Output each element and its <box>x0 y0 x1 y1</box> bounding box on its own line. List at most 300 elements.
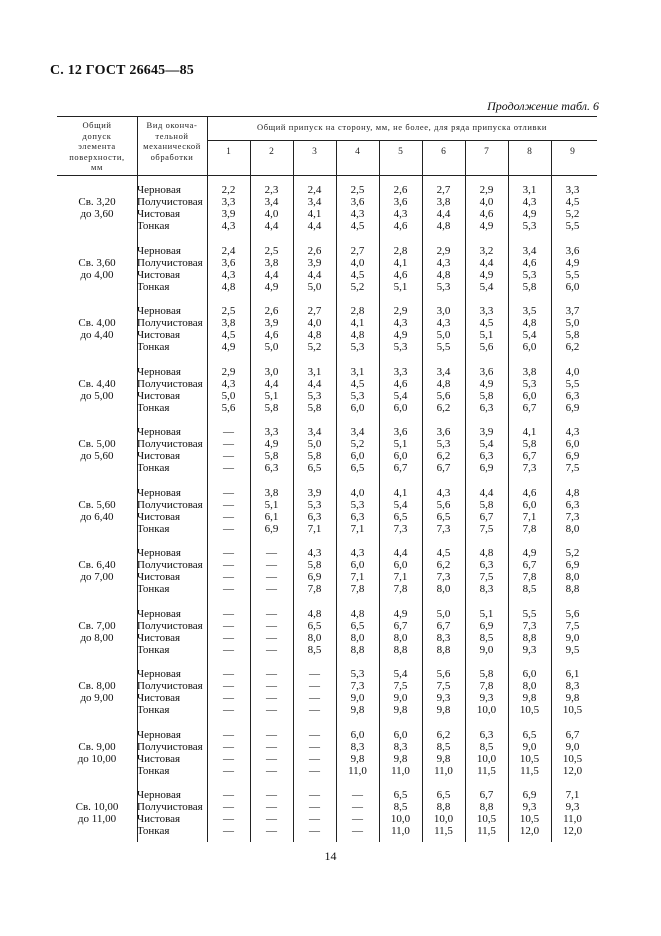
allowance-value: 6,3 <box>479 559 494 571</box>
allowance-value: 5,3 <box>307 498 322 511</box>
processing-kind: Черновая <box>137 426 181 438</box>
allowance-value: — <box>223 426 234 438</box>
allowance-value: 6,0 <box>350 728 365 741</box>
tolerance-range-line: до 4,00 <box>80 268 114 281</box>
allowance-value: 3,1 <box>307 365 322 378</box>
allowance-column-1 <box>207 547 250 595</box>
allowance-value: 3,4 <box>350 426 365 438</box>
allowance-value: 7,3 <box>436 571 451 583</box>
allowance-value: 6,0 <box>522 498 537 511</box>
allowance-value: — <box>266 692 277 704</box>
allowance-column-5 <box>379 487 422 535</box>
allowance-value: 4,0 <box>479 196 494 208</box>
allowance-value: 6,5 <box>436 789 451 801</box>
allowance-value: 3,7 <box>565 305 580 317</box>
processing-kind: Чистовая <box>137 571 181 583</box>
tolerance-range-line: Св. 5,60 <box>78 498 116 511</box>
allowance-value: 5,8 <box>565 329 580 341</box>
allowance-value: 5,4 <box>393 389 408 402</box>
allowance-value: 6,9 <box>479 619 494 632</box>
tolerance-range-line: до 10,00 <box>77 752 117 765</box>
allowance-value: — <box>266 583 277 595</box>
allowance-value: 8,3 <box>565 680 580 692</box>
tolerance-range-line: до 4,40 <box>80 329 114 341</box>
allowance-value: 4,9 <box>565 256 580 269</box>
allowance-value: — <box>223 704 234 716</box>
allowance-value: 3,9 <box>307 486 322 499</box>
allowance-value: 4,4 <box>479 486 494 499</box>
processing-kind: Чистовая <box>137 329 181 341</box>
allowance-column-2 <box>250 487 293 535</box>
allowance-value: 5,3 <box>436 280 451 293</box>
allowance-value: 5,3 <box>522 377 537 390</box>
processing-kinds <box>137 487 207 535</box>
allowance-value: 2,5 <box>350 184 365 196</box>
allowance-value: 5,3 <box>350 668 365 680</box>
allowance-column-3 <box>293 608 336 656</box>
allowance-value: 10,0 <box>476 704 497 716</box>
allowance-column-7 <box>465 729 508 777</box>
allowance-column-1 <box>207 668 250 716</box>
processing-kind: Тонкая <box>137 764 170 777</box>
allowance-value: 4,4 <box>393 547 408 559</box>
allowance-value: 6,9 <box>565 401 580 414</box>
allowance-column-1 <box>207 366 250 414</box>
allowance-value: 11,5 <box>434 825 453 837</box>
allowance-value: 9,3 <box>565 801 580 813</box>
allowance-value: 6,5 <box>393 789 408 801</box>
allowance-column-7 <box>465 366 508 414</box>
allowance-value: 6,9 <box>264 522 279 535</box>
allowance-column-8 <box>508 305 551 353</box>
allowance-value: 8,3 <box>350 740 365 753</box>
allowance-column-2 <box>250 668 293 716</box>
tolerance-range <box>57 317 137 341</box>
allowance-value: 2,4 <box>221 244 236 257</box>
allowance-value: 6,7 <box>393 619 408 632</box>
allowance-column-7 <box>465 547 508 595</box>
allowance-value: — <box>266 704 277 716</box>
allowance-value: 4,8 <box>307 607 322 620</box>
allowance-value: 5,8 <box>522 438 537 450</box>
allowance-value: 3,9 <box>479 426 494 438</box>
allowance-value: 6,7 <box>565 728 580 741</box>
processing-kind: Получистовая <box>137 619 203 632</box>
allowance-value: 5,3 <box>350 341 365 353</box>
processing-kind: Получистовая <box>137 196 203 208</box>
processing-kind: Чистовая <box>137 813 181 825</box>
allowance-value: 8,8 <box>565 583 580 595</box>
allowance-column-3 <box>293 426 336 474</box>
allowance-value: 6,0 <box>393 559 408 571</box>
allowance-value: 9,8 <box>565 692 580 704</box>
allowance-value: 8,3 <box>436 631 451 644</box>
allowance-value: 4,4 <box>307 220 322 232</box>
allowance-value: — <box>223 692 234 704</box>
allowance-value: 3,8 <box>264 256 279 269</box>
table-row-group <box>57 668 597 716</box>
allowance-column-7 <box>465 668 508 716</box>
allowance-value: 4,1 <box>393 486 408 499</box>
allowance-column-2 <box>250 366 293 414</box>
allowance-value: 4,5 <box>436 547 451 559</box>
allowance-value: 9,8 <box>393 752 408 765</box>
allowance-value: 6,3 <box>565 498 580 511</box>
allowance-value: — <box>266 619 277 632</box>
tolerance-range <box>57 559 137 583</box>
allowance-column-9 <box>551 487 594 535</box>
allowance-value: — <box>223 547 234 559</box>
tolerance-range-line: Св. 6,40 <box>78 559 116 571</box>
allowance-value: 5,0 <box>221 389 236 402</box>
allowance-value: 10,0 <box>476 752 497 765</box>
allowance-value: 2,8 <box>350 305 365 317</box>
allowance-column-4 <box>336 366 379 414</box>
tolerance-range-line: Св. 4,40 <box>78 377 116 390</box>
allowance-value: — <box>223 438 234 450</box>
allowance-value: — <box>223 607 234 620</box>
allowance-value: 11,5 <box>520 764 539 777</box>
processing-kind: Получистовая <box>137 256 203 269</box>
allowance-column-5 <box>379 668 422 716</box>
allowance-value: 6,0 <box>350 401 365 414</box>
allowance-value: 8,3 <box>479 583 494 595</box>
allowance-value: 4,5 <box>221 329 236 341</box>
allowance-column-6 <box>422 668 465 716</box>
allowance-value: 7,3 <box>522 462 537 474</box>
allowance-value: 3,0 <box>264 365 279 378</box>
allowance-value: 5,8 <box>307 559 322 571</box>
allowance-value: 7,5 <box>565 619 580 632</box>
allowance-value: 4,9 <box>393 607 408 620</box>
allowance-column-6 <box>422 426 465 474</box>
allowance-value: 5,5 <box>565 268 580 281</box>
allowance-column-4 <box>336 547 379 595</box>
allowance-value: 3,5 <box>522 305 537 317</box>
allowance-value: 4,8 <box>350 607 365 620</box>
processing-kinds <box>137 668 207 716</box>
allowance-value: — <box>223 486 234 499</box>
col-tolerance-header-line: Общий <box>82 120 112 130</box>
allowance-column-6 <box>422 245 465 293</box>
allowance-value: 9,3 <box>522 801 537 813</box>
allowance-value: 8,8 <box>436 643 451 656</box>
allowance-value: 6,0 <box>522 341 537 353</box>
allowance-value: 4,3 <box>221 220 236 232</box>
allowance-value: 8,0 <box>436 583 451 595</box>
allowance-column-5 <box>379 729 422 777</box>
allowance-value: 6,7 <box>436 462 451 474</box>
allowance-value: 6,3 <box>307 510 322 523</box>
allowance-value: 2,3 <box>264 184 279 196</box>
table-row-group <box>57 184 597 232</box>
allowance-column-3 <box>293 547 336 595</box>
allowance-value: 5,8 <box>264 401 279 414</box>
allowance-value: 5,1 <box>393 280 408 293</box>
allowance-value: 9,0 <box>393 692 408 704</box>
allowance-value: 5,6 <box>436 498 451 511</box>
allowance-value: — <box>266 752 277 765</box>
allowance-value: 6,7 <box>479 510 494 523</box>
allowance-value: 3,6 <box>565 244 580 257</box>
allowance-value: 10,5 <box>519 813 540 825</box>
allowance-value: 11,5 <box>477 764 496 777</box>
allowance-value: 5,3 <box>350 498 365 511</box>
allowance-value: — <box>223 752 234 765</box>
processing-kind: Тонкая <box>137 522 170 535</box>
allowance-value: 4,9 <box>522 547 537 559</box>
allowance-column-3 <box>293 789 336 837</box>
allowance-column-9 <box>551 426 594 474</box>
allowance-column-3 <box>293 366 336 414</box>
tolerance-range-line: до 7,00 <box>80 571 114 583</box>
allowance-value: 6,9 <box>565 559 580 571</box>
allowance-value: 4,9 <box>393 329 408 341</box>
allowance-value: 11,0 <box>348 764 367 777</box>
allowance-value: 4,8 <box>522 317 537 329</box>
allowance-column-5 <box>379 608 422 656</box>
allowance-value: 8,0 <box>522 680 537 692</box>
allowance-value: — <box>223 571 234 583</box>
allowance-value: 5,6 <box>479 341 494 353</box>
tolerance-range <box>57 680 137 704</box>
allowance-value: 6,7 <box>479 789 494 801</box>
tolerance-range <box>57 499 137 523</box>
processing-kind: Черновая <box>137 244 181 257</box>
allowance-value: 3,8 <box>264 486 279 499</box>
allowance-value: 7,1 <box>307 522 322 535</box>
allowance-column-9 <box>551 547 594 595</box>
allowance-value: 3,3 <box>221 196 236 208</box>
processing-kind: Чистовая <box>137 510 181 523</box>
allowance-value: 9,8 <box>393 704 408 716</box>
allowance-value: — <box>309 801 320 813</box>
allowance-value: 4,9 <box>264 280 279 293</box>
tolerance-range-line: Св. 10,00 <box>75 801 119 813</box>
allowance-value: 5,1 <box>264 498 279 511</box>
allowance-column-2 <box>250 245 293 293</box>
processing-kind: Черновая <box>137 486 181 499</box>
allowance-value: 3,4 <box>307 196 322 208</box>
allowance-value: 4,8 <box>436 268 451 281</box>
allowance-column-4 <box>336 305 379 353</box>
allowance-value: — <box>309 680 320 692</box>
allowance-value: 6,0 <box>350 450 365 462</box>
allowance-value: 6,9 <box>522 789 537 801</box>
allowance-value: 6,0 <box>522 668 537 680</box>
allowance-value: 3,4 <box>522 244 537 257</box>
allowance-value: 3,6 <box>221 256 236 269</box>
allowance-value: 4,3 <box>436 317 451 329</box>
allowance-value: 4,1 <box>522 426 537 438</box>
allowance-value: 11,0 <box>563 813 582 825</box>
allowance-value: 5,8 <box>479 389 494 402</box>
allowance-column-9 <box>551 184 594 232</box>
table-row-group <box>57 789 597 837</box>
allowance-value: 4,3 <box>393 208 408 220</box>
allowance-value: — <box>223 450 234 462</box>
col-tolerance-header <box>57 120 137 173</box>
allowance-value: 6,9 <box>565 450 580 462</box>
allowance-value: 4,9 <box>522 208 537 220</box>
allowance-value: 9,3 <box>479 692 494 704</box>
allowance-value: 5,1 <box>264 389 279 402</box>
allowance-value: 2,7 <box>307 305 322 317</box>
allowance-column-7 <box>465 426 508 474</box>
allowance-value: 5,2 <box>350 280 365 293</box>
allowance-value: — <box>266 789 277 801</box>
processing-kind: Черновая <box>137 789 181 801</box>
allowance-value: — <box>266 607 277 620</box>
allowance-value: 7,8 <box>393 583 408 595</box>
allowance-value: 5,8 <box>264 450 279 462</box>
allowance-value: 9,0 <box>350 692 365 704</box>
allowance-column-4 <box>336 608 379 656</box>
allowance-value: 5,0 <box>436 607 451 620</box>
table-row-group <box>57 608 597 656</box>
allowance-value: — <box>309 668 320 680</box>
processing-kind: Тонкая <box>137 220 170 232</box>
allowance-value: 3,2 <box>479 244 494 257</box>
allowance-value: 6,5 <box>350 462 365 474</box>
allowance-column-8 <box>508 668 551 716</box>
table-top-rule <box>57 116 597 117</box>
allowance-value: — <box>266 680 277 692</box>
processing-kind: Чистовая <box>137 450 181 462</box>
allowance-value: — <box>266 559 277 571</box>
page-header: С. 12 ГОСТ 26645—85 <box>50 63 194 78</box>
column-number: 7 <box>484 147 489 157</box>
allowance-value: — <box>309 728 320 741</box>
allowance-value: 4,8 <box>221 280 236 293</box>
allowance-value: 9,0 <box>479 643 494 656</box>
allowance-column-9 <box>551 668 594 716</box>
allowance-value: 5,0 <box>307 280 322 293</box>
allowance-column-4 <box>336 184 379 232</box>
allowance-value: — <box>266 547 277 559</box>
allowance-value: — <box>266 571 277 583</box>
allowance-column-7 <box>465 487 508 535</box>
allowance-value: 4,3 <box>565 426 580 438</box>
allowance-value: 3,9 <box>264 317 279 329</box>
allowance-value: 5,0 <box>565 317 580 329</box>
allowance-column-1 <box>207 305 250 353</box>
allowance-value: 3,3 <box>264 426 279 438</box>
processing-kinds <box>137 547 207 595</box>
allowance-value: 5,5 <box>436 341 451 353</box>
processing-kind: Черновая <box>137 607 181 620</box>
allowance-value: 9,5 <box>565 643 580 656</box>
allowance-value: 5,8 <box>479 668 494 680</box>
allowance-value: 9,8 <box>522 692 537 704</box>
processing-kind: Тонкая <box>137 280 170 293</box>
allowance-value: 9,8 <box>436 752 451 765</box>
tolerance-range <box>57 438 137 462</box>
allowance-value: 5,6 <box>436 668 451 680</box>
allowance-value: 6,1 <box>565 668 580 680</box>
processing-kinds <box>137 366 207 414</box>
allowance-value: 3,8 <box>522 365 537 378</box>
allowance-value: 4,9 <box>264 438 279 450</box>
allowance-value: 5,0 <box>436 329 451 341</box>
allowance-value: 3,6 <box>393 196 408 208</box>
allowance-value: 8,8 <box>350 643 365 656</box>
allowance-value: 5,8 <box>479 498 494 511</box>
allowance-value: 8,5 <box>436 740 451 753</box>
allowance-value: 5,8 <box>307 450 322 462</box>
allowance-value: — <box>352 789 363 801</box>
tolerance-range-line: до 6,40 <box>80 510 114 523</box>
allowance-value: 12,0 <box>562 764 583 777</box>
allowance-value: — <box>223 740 234 753</box>
allowance-value: 4,8 <box>479 547 494 559</box>
allowance-value: 4,3 <box>221 377 236 390</box>
allowance-value: 10,0 <box>390 813 411 825</box>
allowance-column-7 <box>465 245 508 293</box>
allowance-value: 5,5 <box>565 220 580 232</box>
tolerance-range <box>57 741 137 765</box>
allowance-column-6 <box>422 547 465 595</box>
allowance-value: 2,5 <box>264 244 279 257</box>
allowance-value: 2,7 <box>436 184 451 196</box>
allowance-value: 5,3 <box>393 341 408 353</box>
allowance-value: 7,5 <box>479 571 494 583</box>
allowance-value: 6,7 <box>393 462 408 474</box>
allowance-value: 4,1 <box>307 208 322 220</box>
allowance-value: 5,2 <box>565 547 580 559</box>
allowance-column-2 <box>250 305 293 353</box>
allowance-column-3 <box>293 245 336 293</box>
allowance-value: 4,4 <box>264 268 279 281</box>
allowance-value: 4,6 <box>393 377 408 390</box>
allowance-value: 3,4 <box>264 196 279 208</box>
allowance-value: 8,8 <box>436 801 451 813</box>
allowance-value: 4,8 <box>350 329 365 341</box>
allowance-column-5 <box>379 184 422 232</box>
allowance-value: 12,0 <box>562 825 583 837</box>
allowance-value: — <box>223 522 234 535</box>
allowance-value: 4,4 <box>479 256 494 269</box>
allowance-value: 6,7 <box>436 619 451 632</box>
allowance-value: — <box>223 462 234 474</box>
allowance-column-2 <box>250 426 293 474</box>
allowance-value: — <box>309 789 320 801</box>
allowance-column-8 <box>508 487 551 535</box>
allowance-column-7 <box>465 305 508 353</box>
allowance-value: 4,5 <box>350 377 365 390</box>
allowance-value: 5,8 <box>307 401 322 414</box>
allowance-value: 4,3 <box>350 208 365 220</box>
allowance-value: 2,7 <box>350 244 365 257</box>
col-processing-header-line: обработки <box>150 151 194 162</box>
allowance-value: 8,0 <box>393 631 408 644</box>
allowance-value: 5,0 <box>264 341 279 353</box>
allowance-value: 9,0 <box>565 631 580 644</box>
allowance-value: 4,3 <box>393 317 408 329</box>
allowance-value: 8,0 <box>307 631 322 644</box>
allowance-value: 10,0 <box>433 813 454 825</box>
processing-kinds <box>137 305 207 353</box>
allowance-value: 8,8 <box>393 643 408 656</box>
processing-kind: Черновая <box>137 365 181 378</box>
tolerance-range-line: Св. 7,00 <box>78 619 116 632</box>
allowance-value: 4,3 <box>307 547 322 559</box>
allowance-value: 5,2 <box>565 208 580 220</box>
allowance-value: — <box>266 740 277 753</box>
allowance-value: 2,8 <box>393 244 408 257</box>
allowance-value: 4,5 <box>350 268 365 281</box>
allowance-value: 8,0 <box>565 571 580 583</box>
